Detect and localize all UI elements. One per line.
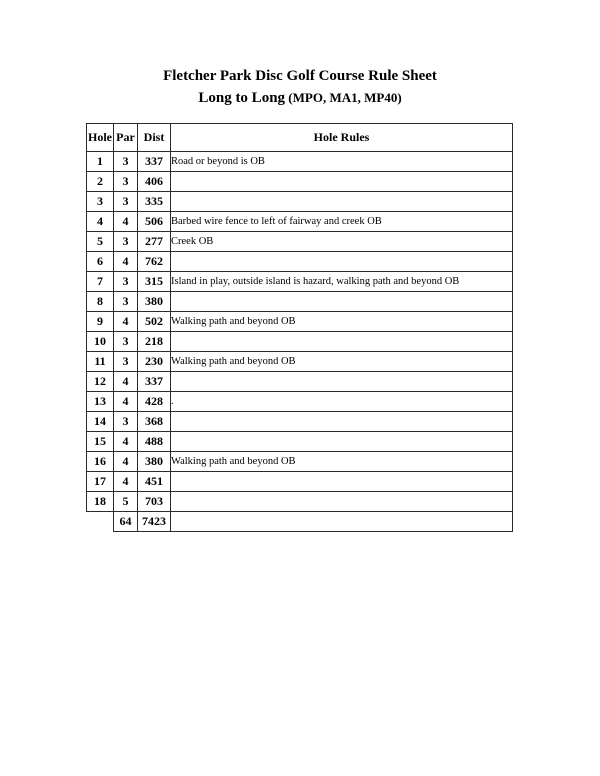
dist-cell: 506 — [138, 212, 171, 232]
totals-par-cell: 64 — [114, 512, 138, 532]
rules-cell: Walking path and beyond OB — [171, 352, 513, 372]
rules-cell: Barbed wire fence to left of fairway and creek OB — [171, 212, 513, 232]
dist-cell: 230 — [138, 352, 171, 372]
header-hole-rules: Hole Rules — [171, 124, 513, 152]
rules-cell — [171, 412, 513, 432]
par-cell: 4 — [114, 452, 138, 472]
table-row — [87, 412, 513, 432]
totals-row — [87, 512, 513, 532]
hole-cell: 15 — [87, 432, 114, 452]
hole-cell: 10 — [87, 332, 114, 352]
dist-cell: 406 — [138, 172, 171, 192]
dist-cell: 277 — [138, 232, 171, 252]
hole-cell: 12 — [87, 372, 114, 392]
hole-cell: 17 — [87, 472, 114, 492]
rules-cell — [171, 292, 513, 312]
rules-cell — [171, 332, 513, 352]
par-cell: 3 — [114, 192, 138, 212]
rules-cell — [171, 192, 513, 212]
table-row — [87, 292, 513, 312]
table-row — [87, 392, 513, 412]
rules-cell — [171, 432, 513, 452]
table-row — [87, 212, 513, 232]
dist-cell: 428 — [138, 392, 171, 412]
dist-cell: 218 — [138, 332, 171, 352]
title-block — [0, 0, 600, 108]
table-row — [87, 152, 513, 172]
rules-cell — [171, 492, 513, 512]
rules-cell — [171, 472, 513, 492]
dist-cell: 315 — [138, 272, 171, 292]
hole-cell: 14 — [87, 412, 114, 432]
table-row — [87, 372, 513, 392]
dist-cell: 762 — [138, 252, 171, 272]
hole-cell: 9 — [87, 312, 114, 332]
hole-cell: 6 — [87, 252, 114, 272]
table-row — [87, 232, 513, 252]
dist-cell: 337 — [138, 372, 171, 392]
par-cell: 4 — [114, 212, 138, 232]
par-cell: 5 — [114, 492, 138, 512]
header-par: Par — [114, 124, 138, 152]
rules-cell — [171, 172, 513, 192]
rules-cell: Walking path and beyond OB — [171, 452, 513, 472]
par-cell: 3 — [114, 172, 138, 192]
par-cell: 4 — [114, 432, 138, 452]
table-row — [87, 352, 513, 372]
dist-cell: 502 — [138, 312, 171, 332]
par-cell: 4 — [114, 472, 138, 492]
hole-cell: 8 — [87, 292, 114, 312]
dist-cell: 488 — [138, 432, 171, 452]
page-subtitle — [0, 88, 600, 108]
table-row — [87, 472, 513, 492]
dist-cell: 368 — [138, 412, 171, 432]
rules-cell: Creek OB — [171, 232, 513, 252]
par-cell: 4 — [114, 252, 138, 272]
par-cell: 3 — [114, 352, 138, 372]
par-cell: 4 — [114, 312, 138, 332]
table-header-row — [87, 124, 513, 152]
rules-cell — [171, 372, 513, 392]
totals-dist-cell: 7423 — [138, 512, 171, 532]
totals-hole-cell — [87, 512, 114, 532]
dist-cell: 380 — [138, 292, 171, 312]
hole-cell: 4 — [87, 212, 114, 232]
par-cell: 3 — [114, 292, 138, 312]
par-cell: 3 — [114, 272, 138, 292]
hole-cell: 3 — [87, 192, 114, 212]
hole-cell: 7 — [87, 272, 114, 292]
hole-cell: 1 — [87, 152, 114, 172]
par-cell: 4 — [114, 372, 138, 392]
table-row — [87, 312, 513, 332]
dist-cell: 335 — [138, 192, 171, 212]
table-row — [87, 432, 513, 452]
rules-cell — [171, 252, 513, 272]
par-cell: 4 — [114, 392, 138, 412]
course-rule-table — [86, 123, 513, 532]
table-row — [87, 252, 513, 272]
subtitle-divisions: (MPO, MA1, MP40) — [285, 90, 402, 105]
hole-cell: 16 — [87, 452, 114, 472]
par-cell: 3 — [114, 152, 138, 172]
table-row — [87, 492, 513, 512]
table-row — [87, 332, 513, 352]
par-cell: 3 — [114, 332, 138, 352]
par-cell: 3 — [114, 412, 138, 432]
rules-cell: . — [171, 392, 513, 412]
dist-cell: 337 — [138, 152, 171, 172]
page-title: Fletcher Park Disc Golf Course Rule Sheet — [163, 68, 437, 84]
hole-cell: 11 — [87, 352, 114, 372]
par-cell: 3 — [114, 232, 138, 252]
dist-cell: 380 — [138, 452, 171, 472]
hole-cell: 13 — [87, 392, 114, 412]
table-row — [87, 192, 513, 212]
dist-cell: 703 — [138, 492, 171, 512]
hole-cell: 5 — [87, 232, 114, 252]
table-row — [87, 172, 513, 192]
dist-cell: 451 — [138, 472, 171, 492]
rules-cell: Island in play, outside island is hazard, walking path and beyond OB — [171, 272, 513, 292]
table-row — [87, 452, 513, 472]
header-hole: Hole — [87, 124, 114, 152]
totals-rules-cell — [171, 512, 513, 532]
subtitle-main: Long to Long — [198, 90, 286, 106]
rules-cell: Walking path and beyond OB — [171, 312, 513, 332]
hole-cell: 18 — [87, 492, 114, 512]
rules-cell: Road or beyond is OB — [171, 152, 513, 172]
hole-cell: 2 — [87, 172, 114, 192]
header-dist: Dist — [138, 124, 171, 152]
table-row — [87, 272, 513, 292]
